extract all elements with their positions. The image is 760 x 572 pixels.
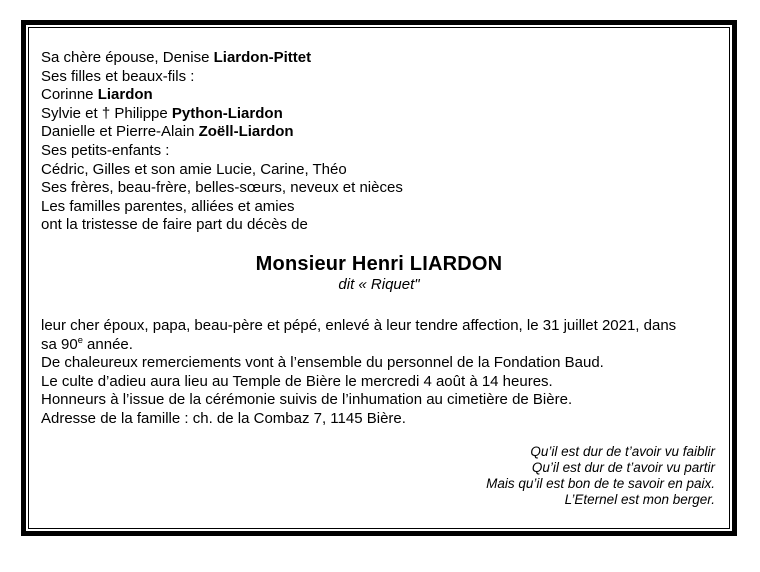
body-line [41,317,717,336]
body-line-segment: sa 90 [41,335,78,353]
family-line [41,68,717,87]
body-line-segment: Le culte d’adieu aura lieu au Temple de Bière le mercredi 4 août à 14 heures. [41,372,553,390]
family-line-segment: Liardon [97,86,153,104]
family-line-segment: Liardon-Pittet [213,49,312,66]
family-line-segment: Ses petits-enfants : [41,141,170,159]
notice-border-frame [21,20,737,536]
body-line-segment: De chaleureux remerciements vont à l’ensemble du personnel de la Fondation Baud. [41,354,604,372]
body-line [41,336,717,355]
family-line [41,123,717,142]
family-announcement-lines [41,49,717,235]
family-line-segment: Ses filles et beaux-fils : [41,67,195,85]
family-line-segment: Cédric, Gilles et son amie Lucie, Carine, Théo [41,160,347,178]
body-line-segment: Adresse de la famille : ch. de la Combaz 7, 1145 Bière. [41,409,406,427]
family-line [41,86,717,105]
family-line [41,161,717,180]
family-line-segment: Sylvie et † Philippe [41,104,172,122]
verse-line [41,476,715,492]
body-line [41,354,717,373]
body-line-segment: Honneurs à l’issue de la cérémonie suivis de l’inhumation au cimetière de Bière. [41,391,573,409]
family-line [41,198,717,217]
family-line-segment: Danielle et Pierre-Alain [41,123,199,141]
family-line-segment: Les familles parentes, alliées et amies [41,197,295,215]
deceased-name-title: Monsieur Henri LIARDON [255,252,503,275]
family-line-segment: Zoëll-Liardon [198,123,294,141]
family-line [41,216,717,235]
body-line-segment: leur cher époux, papa, beau-père et pépé, enlevé à leur tendre affection, le 31 juillet 2021, dans [41,316,677,334]
family-line [41,142,717,161]
announcement-body-lines [41,317,717,429]
family-line-segment: ont la tristesse de faire part du décès de [41,216,308,234]
verse-line-segment: Qu’il est dur de t’avoir vu faiblir [530,443,715,459]
body-line-segment: année. [82,335,133,353]
condolence-verse [41,444,715,509]
body-line [41,410,717,429]
verse-line [41,460,715,476]
family-line-segment: Sa chère épouse, Denise [41,49,214,66]
family-line-segment: Python-Liardon [171,104,283,122]
deceased-nickname: dit « Riquet" [338,275,420,293]
verse-line [41,444,715,460]
body-line [41,373,717,392]
family-line [41,49,717,68]
verse-line-segment: Mais qu’il est bon de te savoir en paix. [486,476,715,492]
family-line-segment: Ses frères, beau-frère, belles-sœurs, neveux et nièces [41,179,403,197]
body-line [41,391,717,410]
verse-line-segment: Qu’il est dur de t’avoir vu partir [531,459,715,475]
body-line-segment: e [77,334,83,345]
notice-inner-frame [28,27,730,529]
family-line [41,179,717,198]
family-line [41,105,717,124]
family-line-segment: Corinne [41,86,98,104]
verse-line [41,492,715,508]
verse-line-segment: L’Eternel est mon berger. [564,492,715,508]
